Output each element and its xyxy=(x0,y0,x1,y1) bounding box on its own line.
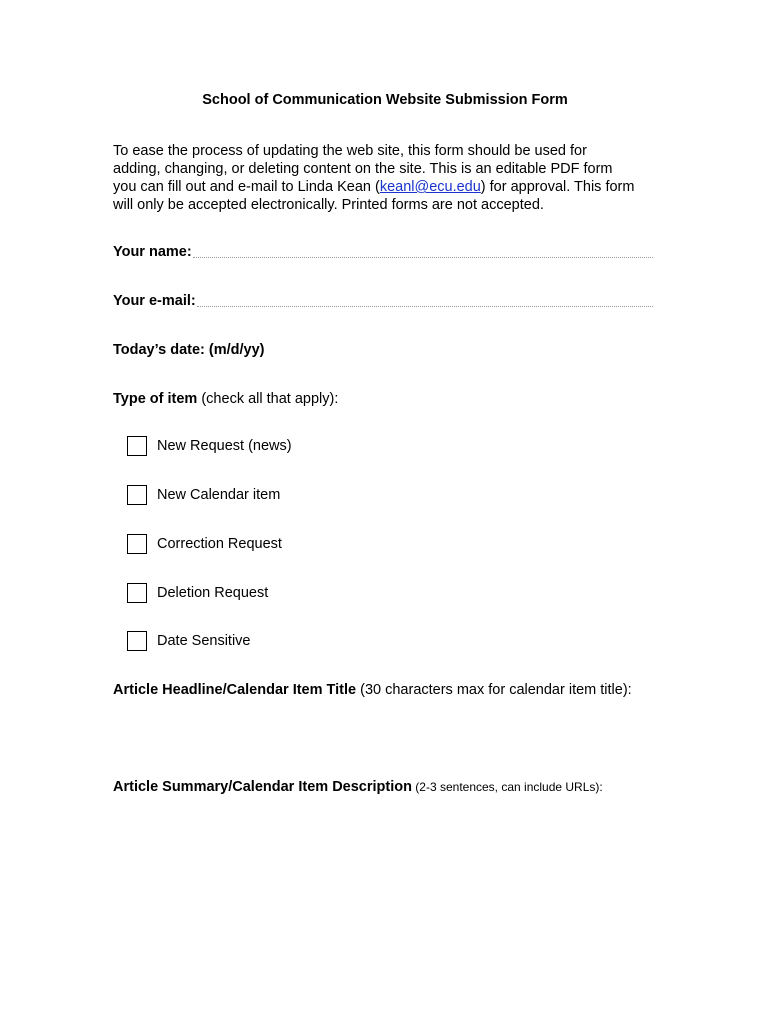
option-label: New Request (news) xyxy=(157,438,292,454)
date-label: Today’s date: (m/d/yy) xyxy=(113,342,265,358)
intro-line-4: will only be accepted electronically. Printed forms are not accepted. xyxy=(113,197,544,213)
summary-label-bold: Article Summary/Calendar Item Description xyxy=(113,779,412,795)
intro-line-3-end: ) for approval. This form xyxy=(480,179,635,195)
name-field xyxy=(113,244,653,260)
type-of-item-label-bold: Type of item xyxy=(113,391,198,407)
type-of-item-label-hint: (check all that apply): xyxy=(197,391,339,407)
name-input[interactable] xyxy=(193,256,653,258)
checkbox-deletion-request[interactable] xyxy=(127,583,147,603)
checkbox-correction-request[interactable] xyxy=(127,534,147,554)
type-of-item-label xyxy=(113,391,338,407)
intro-line-1: To ease the process of updating the web site, this form should be used for xyxy=(113,143,587,159)
page-title: School of Communication Website Submission Form xyxy=(202,92,568,108)
headline-label-bold: Article Headline/Calendar Item Title xyxy=(113,682,357,698)
option-date-sensitive xyxy=(127,631,251,651)
summary-label-hint: (2-3 sentences, can include URLs): xyxy=(411,780,603,794)
option-correction-request xyxy=(127,534,282,554)
option-label: Correction Request xyxy=(157,536,282,552)
email-link[interactable]: keanl@ecu.edu xyxy=(379,179,481,195)
intro-line-3 xyxy=(113,178,673,196)
intro-line-2: adding, changing, or deleting content on the site. This is an editable PDF form xyxy=(113,161,613,177)
intro-paragraph xyxy=(113,142,673,214)
option-deletion-request xyxy=(127,583,268,603)
option-new-request xyxy=(127,436,292,456)
summary-label xyxy=(113,779,603,795)
email-field xyxy=(113,293,653,309)
checkbox-new-request[interactable] xyxy=(127,436,147,456)
checkbox-new-calendar-item[interactable] xyxy=(127,485,147,505)
email-label: Your e-mail: xyxy=(113,293,196,309)
intro-line-3-start: you can fill out and e-mail to Linda Kean ( xyxy=(113,179,380,195)
headline-label xyxy=(113,682,632,698)
option-label: New Calendar item xyxy=(157,487,281,503)
name-label: Your name: xyxy=(113,244,192,260)
headline-label-hint: (30 characters max for calendar item title): xyxy=(356,682,632,698)
option-new-calendar-item xyxy=(127,485,280,505)
checkbox-date-sensitive[interactable] xyxy=(127,631,147,651)
option-label: Date Sensitive xyxy=(157,633,251,649)
option-label: Deletion Request xyxy=(157,585,269,601)
email-input[interactable] xyxy=(197,305,653,307)
